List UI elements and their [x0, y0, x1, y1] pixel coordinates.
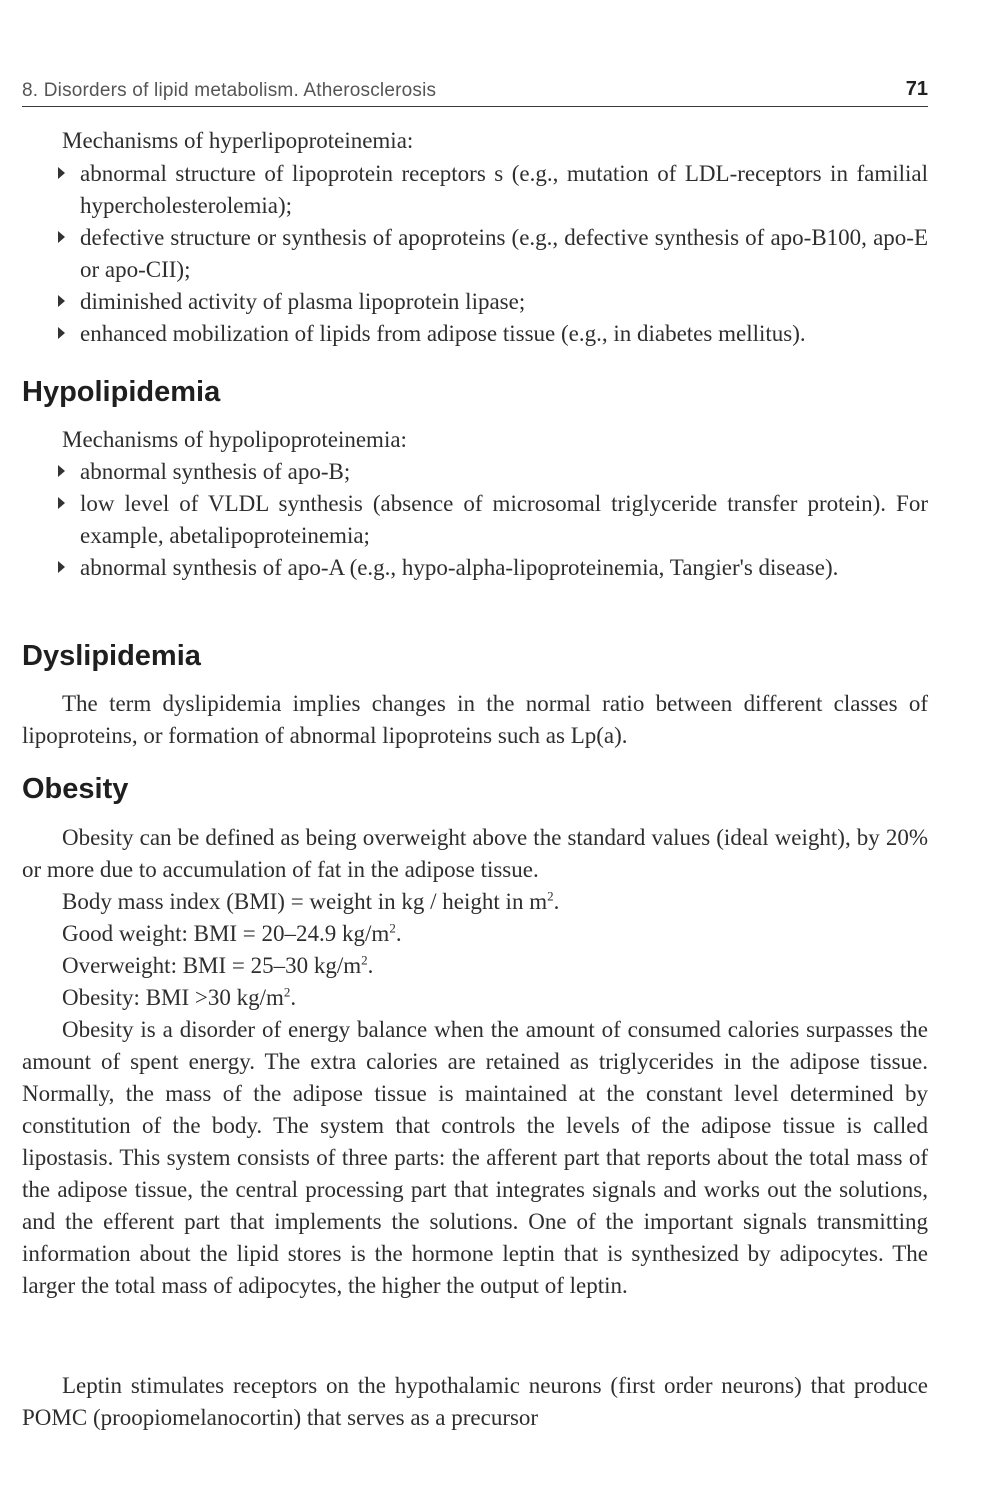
- list-item: [58, 286, 928, 318]
- triangle-bullet-icon: [58, 497, 65, 509]
- list-item: [58, 456, 928, 488]
- triangle-bullet-icon: [58, 327, 65, 339]
- section-heading-dyslipidemia: Dyslipidemia: [22, 640, 201, 672]
- section-heading-obesity: Obesity: [22, 773, 129, 805]
- list-item: [58, 318, 928, 350]
- list-item: [58, 552, 928, 584]
- bmi-formula: Body mass index (BMI) = weight in kg / height in $m^2$.: [62, 888, 560, 914]
- leptin-paragraph: Leptin stimulates receptors on the hypothalamic neurons (first order neurons) that produce POMC (proopiomelanocortin) that serves as a precursor: [22, 1373, 928, 1430]
- list-item: [58, 488, 928, 552]
- list-item-text: abnormal synthesis of apo-B;: [80, 459, 351, 484]
- list-item: [58, 222, 928, 286]
- triangle-bullet-icon: [58, 295, 65, 307]
- dyslipidemia-paragraph: The term dyslipidemia implies changes in the normal ratio between different classes of lipoproteins, or formation of abnormal lipoproteins such as Lp(a).: [22, 691, 928, 748]
- bmi-obesity: Obesity: BMI >30 $kg/m^2$.: [62, 984, 297, 1010]
- list-item: [58, 158, 928, 222]
- list-item-text: diminished activity of plasma lipoprotein lipase;: [80, 289, 526, 314]
- triangle-bullet-icon: [58, 167, 65, 179]
- hyperlipo-intro: Mechanisms of hyperlipoproteinemia:: [62, 128, 414, 153]
- hypolipo-intro: Mechanisms of hypolipoproteinemia:: [62, 427, 407, 452]
- hyperlipo-list: [58, 158, 928, 350]
- section-heading-hypolipidemia: Hypolipidemia: [22, 376, 221, 408]
- running-head: [22, 76, 928, 107]
- bmi-overweight: Overweight: BMI = 25–30 $kg/m^2$.: [62, 952, 374, 978]
- triangle-bullet-icon: [58, 561, 65, 573]
- triangle-bullet-icon: [58, 465, 65, 477]
- chapter-title: 8. Disorders of lipid metabolism. Atherosclerosis: [22, 80, 437, 101]
- obesity-definition: Obesity can be defined as being overweight above the standard values (ideal weight), by 20% or more due to accumulation of fat in the adipose tissue.: [22, 825, 928, 882]
- bmi-good-weight: Good weight: BMI = 20–24.9 $kg/m^2$.: [62, 920, 402, 946]
- page-number: 71: [905, 78, 928, 100]
- list-item-text: abnormal structure of lipoprotein receptors s (e.g., mutation of LDL-receptors in familial hypercholesterolemia);: [80, 161, 928, 218]
- list-item-text: defective structure or synthesis of apoproteins (e.g., defective synthesis of apo-B100, apo-E or apo-CII);: [80, 225, 928, 282]
- list-item-text: low level of VLDL synthesis (absence of microsomal triglyceride transfer protein). For example, abetalipoproteinemia;: [80, 491, 928, 548]
- list-item-text: abnormal synthesis of apo-A (e.g., hypo-alpha-lipoproteinemia, Tangier's disease).: [80, 555, 839, 580]
- list-item-text: enhanced mobilization of lipids from adipose tissue (e.g., in diabetes mellitus).: [80, 321, 806, 346]
- obesity-energy-paragraph: Obesity is a disorder of energy balance when the amount of consumed calories surpasses the amount of spent energy. The extra calories are retained as triglycerides in the adipose tissue. Normally, the mass of the adipose tissue is maintained at the constant level determined by constitution of the body. The system that controls the levels of the adipose tissue is called lipostasis. This system consists of three parts: the afferent part that reports about the total mass of the adipose tissue, the central processing part that integrates signals and works out the solutions, and the efferent part that implements the solutions. One of the important signals transmitting information about the lipid stores is the hormone leptin that is synthesized by adipocytes. The larger the total mass of adipocytes, the higher the output of leptin.: [22, 1017, 928, 1298]
- hypolipo-list: [58, 456, 928, 584]
- triangle-bullet-icon: [58, 231, 65, 243]
